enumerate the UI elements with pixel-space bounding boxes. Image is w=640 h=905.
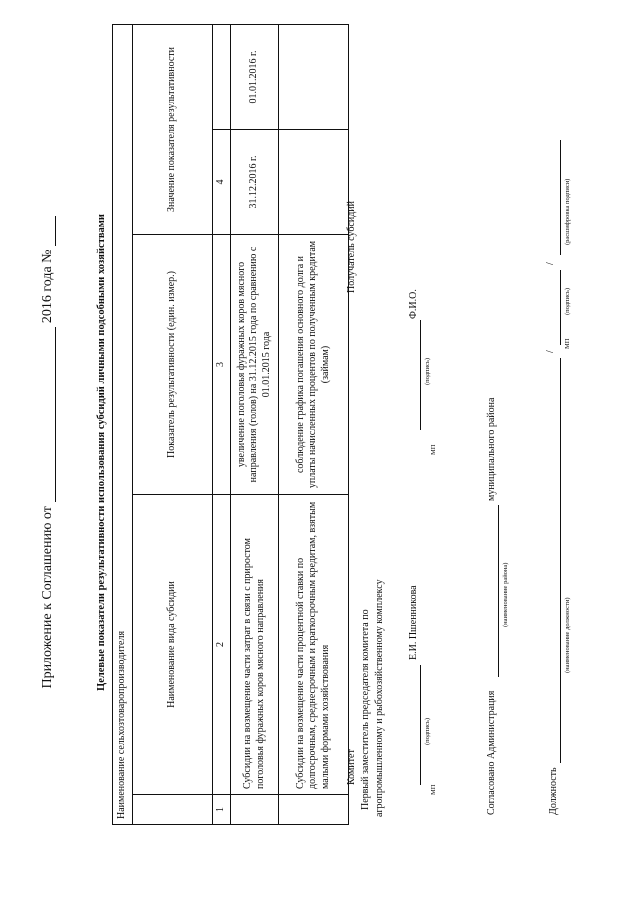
- position-signature-line: [560, 270, 561, 345]
- row1-index-cell: [231, 795, 279, 825]
- recipient-full-name: Ф.И.О.: [408, 289, 419, 319]
- row1-indicator: увеличение поголовья фуражных коров мясного направления (голов) на 31.12.2015 года по сравнению с 01.01.2015 года: [231, 235, 279, 495]
- recipient-signature-line: [420, 320, 421, 430]
- row2-value-b: [279, 24, 349, 129]
- row2-index-cell: [279, 795, 349, 825]
- header-year: 2016 года №: [40, 249, 55, 324]
- position-label: Должность: [548, 767, 559, 815]
- committee-title: Комитет: [346, 749, 357, 785]
- committee-signature-caption: (подпись): [424, 718, 431, 745]
- committee-stamp-mark: МП: [430, 784, 437, 795]
- agreement-prefix: Согласовано Администрация: [486, 690, 497, 815]
- header-prefix: Приложение к Соглашению от: [40, 506, 55, 689]
- position-decode-line: [560, 140, 561, 255]
- row2-value-a: [279, 130, 349, 235]
- position-caption: (наименование должности): [564, 597, 571, 673]
- row2-subsidy: Субсидии на возмещение части процентной ставки по долгосрочным, среднесрочным и краткосрочным кредитам, взятым малыми формами хозяйствования: [279, 495, 349, 795]
- recipient-signature-caption: (подпись): [424, 358, 431, 385]
- committee-signature-line: [420, 665, 421, 785]
- agreement-suffix: муниципального района: [486, 397, 497, 501]
- document-title: Целевые показатели результативности использования субсидий личными подсобными хозяйствами: [96, 214, 107, 691]
- appendix-header: [40, 0, 56, 905]
- committee-official-name: Е.И. Пшенникова: [408, 585, 419, 660]
- col-number-2: 2: [213, 495, 231, 795]
- district-caption: (наименование района): [502, 562, 509, 627]
- col-number-1: 1: [213, 795, 231, 825]
- col-number-3: 3: [213, 235, 231, 495]
- position-slash-2: /: [545, 262, 556, 265]
- row2-indicator: соблюдение графика погашения основного долга и уплаты начисленных процентов по полученным кредитам (займам): [279, 235, 349, 495]
- position-stamp-mark: МП: [564, 338, 571, 349]
- recipient-stamp-mark: МП: [430, 444, 437, 455]
- col-header-indicator: Показатель результативности (един. измер.): [133, 235, 213, 495]
- header-blank-cell: [133, 795, 213, 825]
- col-number-4: 4: [213, 130, 231, 235]
- number-underline: [41, 216, 56, 246]
- producer-name-label: Наименование сельхозтоваропроизводителя: [113, 24, 133, 824]
- committee-deputy-line: Первый заместитель председателя комитета по: [360, 609, 371, 810]
- position-decode-caption: (расшифровка подписи): [564, 178, 571, 245]
- indicators-table: [112, 24, 349, 825]
- col-header-value: Значение показателя результативности: [133, 24, 213, 234]
- col-number-blank: [213, 24, 231, 129]
- col-header-subsidy: Наименование вида субсидии: [133, 495, 213, 795]
- row1-subsidy: Субсидии на возмещение части затрат в связи с приростом поголовья фуражных коров мясного направления: [231, 495, 279, 795]
- district-underline: [498, 505, 499, 677]
- recipient-label: Получатель субсидий: [346, 201, 357, 293]
- row1-date-b: 01.01.2016 г.: [231, 24, 279, 129]
- position-underline: [560, 358, 561, 763]
- position-slash-1: /: [545, 350, 556, 353]
- position-signature-caption: (подпись): [564, 288, 571, 315]
- row1-date-a: 31.12.2016 г.: [231, 130, 279, 235]
- date-underline: [41, 327, 56, 502]
- committee-agro-line: агропромышленному и рыбохозяйственному комплексу: [374, 579, 385, 817]
